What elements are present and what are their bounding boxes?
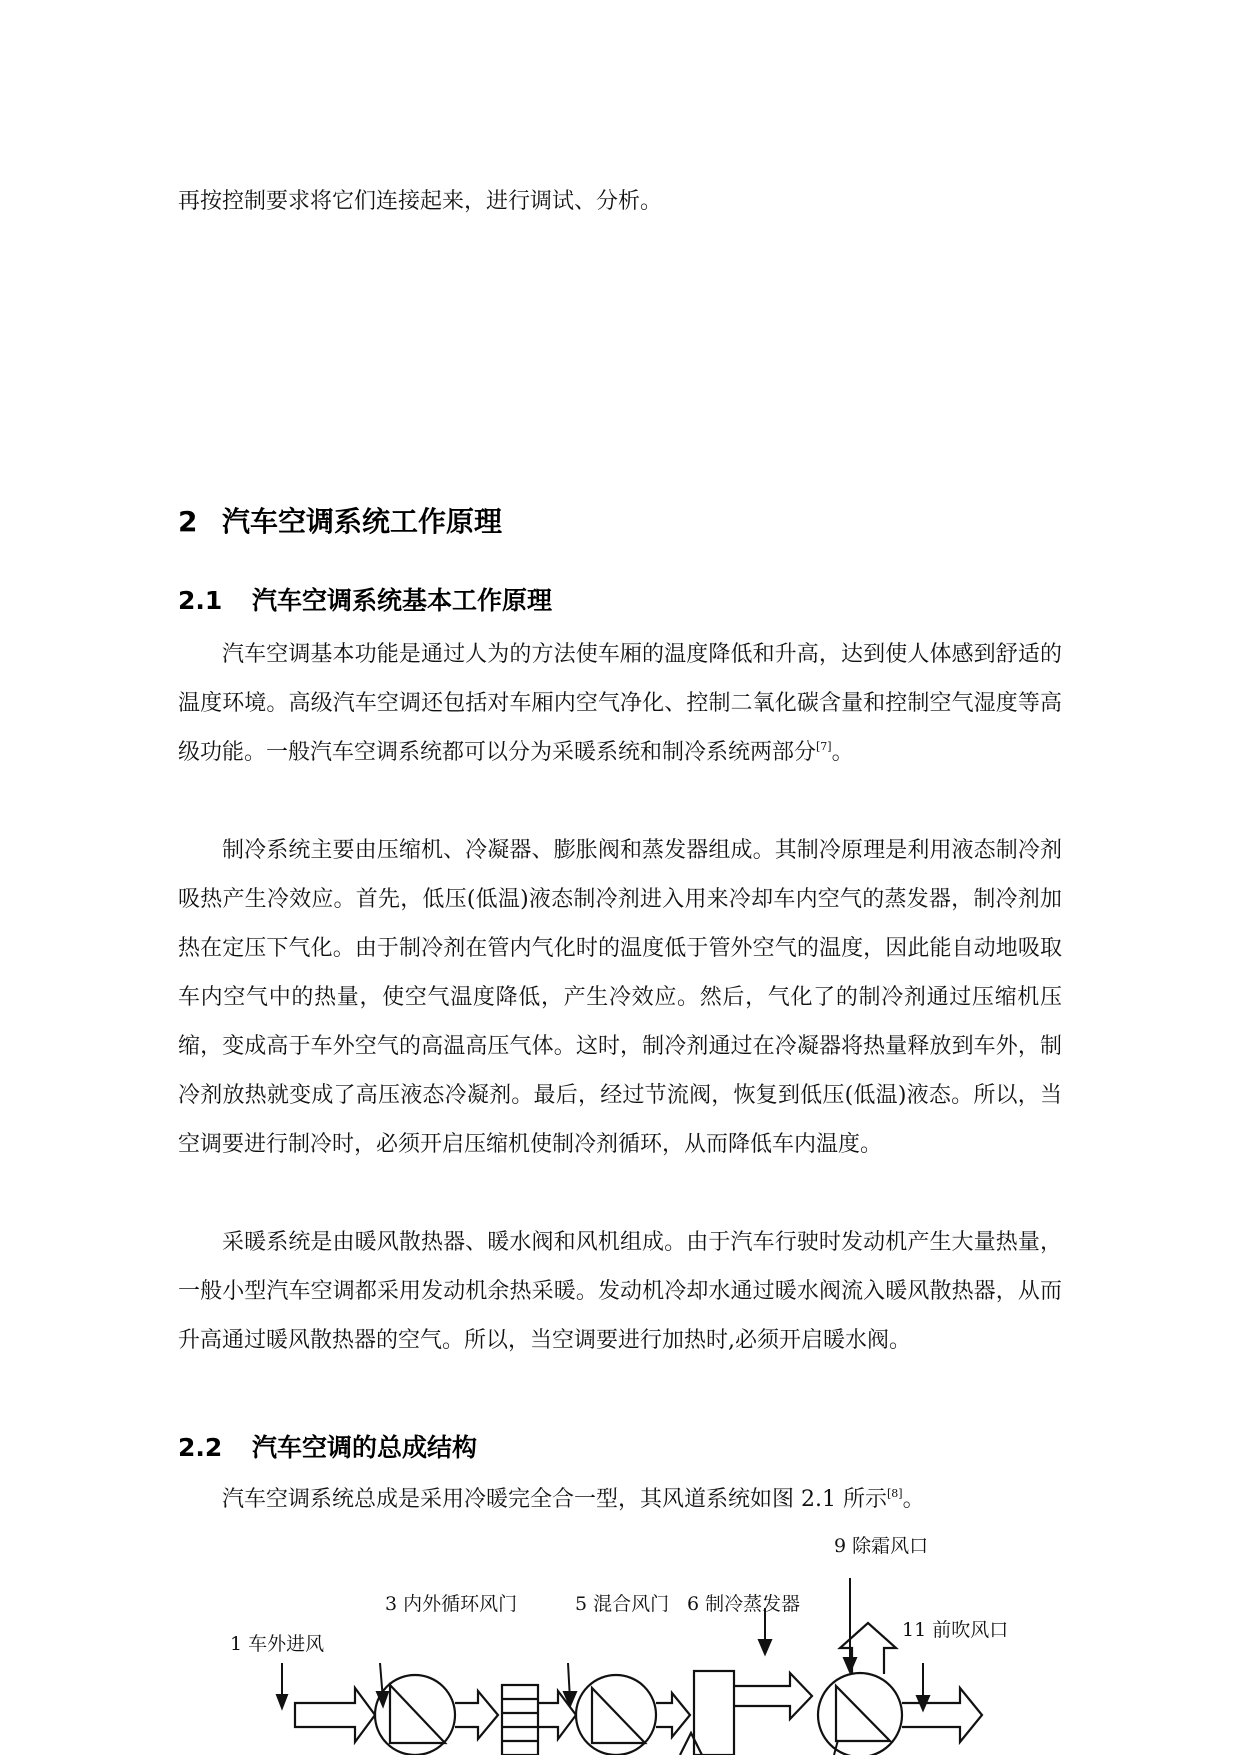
label-outside-air: 1 车外进风: [230, 1633, 325, 1655]
paragraph-text: 制冷系统主要由压缩机、冷凝器、膨胀阀和蒸发器组成。其制冷原理是利用液态制冷剂吸热产生冷效应。首先，低压(低温)液态制冷剂进入用来冷却车内空气的蒸发器，制冷剂加热在定压下气化。由于制冷剂在管内气化时的温度低于管外空气的温度，因此能自动地吸取车内空气中的热量，使空气温度降低，产生冷效应。然后，气化了的制冷剂通过压缩机压缩，变成高于车外空气的高温高压气体。这时，制冷剂通过在冷凝器将热量释放到车外，制冷剂放热就变成了高压液态冷凝剂。最后，经过节流阀，恢复到低压(低温)液态。所以，当空调要进行制冷时，必须开启压缩机使制冷剂循环，从而降低车内温度。: [178, 838, 1062, 1157]
paragraph-heating-system: [178, 1218, 1062, 1365]
flow-arrow: [455, 1691, 498, 1739]
paragraph-assembly: [178, 1475, 1062, 1524]
citation: [8]: [886, 1487, 903, 1500]
flow-arrow: [656, 1693, 690, 1737]
label-defrost-outlet: 9 除霜风口: [834, 1535, 929, 1557]
filter-grid: [502, 1685, 538, 1755]
front-outlet-arrow: [902, 1688, 982, 1742]
section-2-2-number: 2.2: [178, 1433, 223, 1462]
section-2-2-heading: [178, 1428, 477, 1464]
label-evaporator: 6 制冷蒸发器: [687, 1593, 801, 1615]
outlet-door-circle: [818, 1673, 902, 1755]
paragraph-cooling-system: [178, 826, 1062, 1169]
recirc-door-triangle: [390, 1685, 445, 1743]
section-2-1-heading: [178, 581, 552, 617]
paragraph-text: 汽车空调基本功能是通过人为的方法使车厢的温度降低和升高，达到使人体感到舒适的温度环境。高级汽车空调还包括对车厢内空气净化、控制二氧化碳含量和控制空气湿度等高级功能。一般汽车空调系统都可以分为采暖系统和制冷系统两部分: [178, 642, 1062, 765]
paragraph-basic-function: [178, 630, 1062, 777]
label-recirc-door: 3 内外循环风门: [385, 1593, 518, 1615]
chapter-number: 2: [178, 505, 198, 538]
paragraph-tail: 。: [902, 1487, 925, 1512]
outlet-door-triangle: [836, 1686, 890, 1741]
evaporator-box: [694, 1671, 734, 1755]
section-2-1-number: 2.1: [178, 586, 223, 615]
mix-door-triangle: [592, 1688, 645, 1743]
paragraph-text: 采暖系统是由暖风散热器、暖水阀和风机组成。由于汽车行驶时发动机产生大量热量，一般小型汽车空调都采用发动机余热采暖。发动机冷却水通过暖水阀流入暖风散热器，从而升高通过暖风散热器的空气。所以，当空调要进行加热时,必须开启暖水阀。: [178, 1230, 1062, 1353]
paragraph-text: 汽车空调系统总成是采用冷暖完全合一型，其风道系统如图 2.1 所示: [222, 1487, 887, 1512]
section-2-1-title: 汽车空调系统基本工作原理: [252, 586, 553, 615]
label-front-outlet: 11 前吹风口: [902, 1619, 1009, 1641]
heater-core-marker: [680, 1733, 702, 1755]
paragraph-tail: 。: [831, 740, 854, 765]
flow-arrow: [734, 1673, 812, 1719]
section-2-2-title: 汽车空调的总成结构: [252, 1433, 478, 1462]
intro-line: 再按控制要求将它们连接起来，进行调试、分析。: [178, 189, 663, 214]
inlet-arrow: [295, 1688, 375, 1742]
label-mix-door: 5 混合风门: [575, 1593, 670, 1615]
chapter-title: 汽车空调系统工作原理: [222, 505, 503, 538]
air-duct-diagram: [230, 1528, 1040, 1755]
citation: [7]: [816, 740, 832, 753]
chapter-heading: [178, 500, 502, 540]
